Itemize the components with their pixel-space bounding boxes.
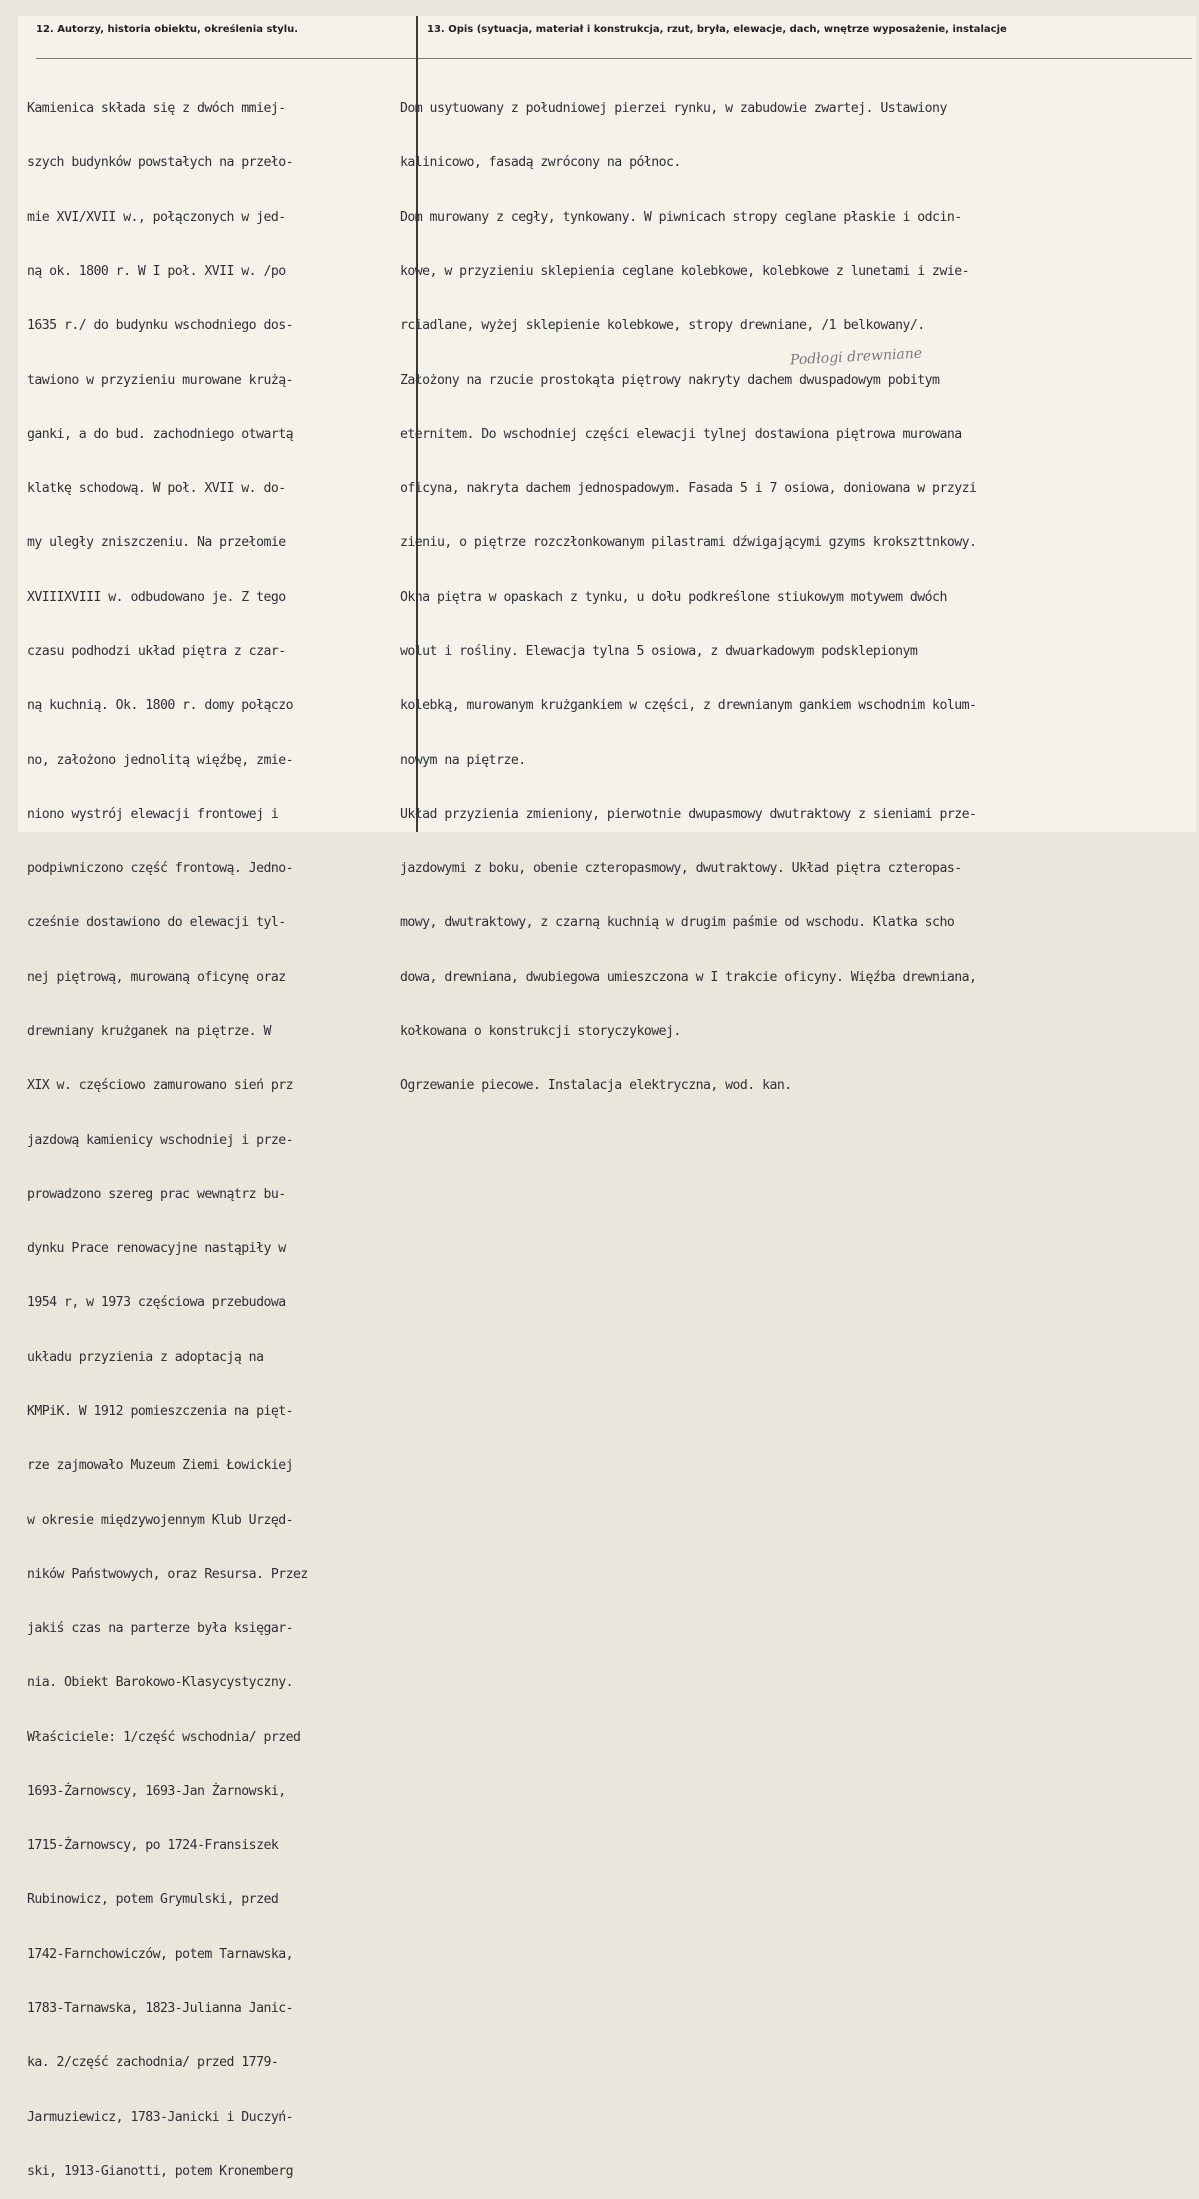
text-line: ganki, a do bud. zachodniego otwartą xyxy=(27,426,294,442)
text-line: niono wystrój elewacji frontowej i xyxy=(27,806,279,822)
section-13-heading: 13. Opis (sytuacja, materiał i konstrukcja, rzut, bryła, elewacje, dach, wnętrze wyposażenie, instalacje xyxy=(427,24,1007,35)
text-line: Ogrzewanie piecowe. Instalacja elektryczna, wod. kan. xyxy=(400,1078,792,1094)
text-line: Założony na rzucie prostokąta piętrowy nakryty dachem dwuspadowym pobitym xyxy=(400,372,940,388)
text-line: XVIIIXVIII w. odbudowano je. Z tego xyxy=(27,589,286,605)
handwritten-note: Podłogi drewniane xyxy=(789,345,923,369)
text-line: układu przyzienia z adoptacją na xyxy=(27,1349,264,1365)
section-12-heading: 12. Autorzy, historia obiektu, określenia stylu. xyxy=(36,24,299,35)
text-line: ników Państwowych, oraz Resursa. Przez xyxy=(27,1566,308,1582)
text-line: no, założono jednolitą więźbę, zmie- xyxy=(27,752,294,768)
text-line: mowy, dwutraktowy, z czarną kuchnią w drugim paśmie od wschodu. Klatka scho xyxy=(400,915,955,931)
text-line: prowadzono szereg prac wewnątrz bu- xyxy=(27,1186,286,1202)
text-line: wolut i rośliny. Elewacja tylna 5 osiowa, z dwuarkadowym podsklepionym xyxy=(400,644,918,659)
header-divider xyxy=(36,58,1192,59)
section-12-text xyxy=(27,64,308,2199)
text-line: cześnie dostawiono do elewacji tyl- xyxy=(27,915,286,931)
text-line: zieniu, o piętrze rozczłonkowanym pilastrami dźwigającymi gzyms krokszttnkowy. xyxy=(400,535,977,551)
text-line: jazdową kamienicy wschodniej i prze- xyxy=(27,1132,294,1148)
text-line: 1783-Tarnawska, 1823-Julianna Janic- xyxy=(27,2001,294,2017)
text-line: ka. 2/część zachodnia/ przed 1779- xyxy=(27,2055,279,2071)
text-line: podpiwniczono część frontową. Jedno- xyxy=(27,861,294,877)
text-line: 1715-Żarnowscy, po 1724-Fransiszek xyxy=(27,1838,279,1854)
text-line: ną kuchnią. Ok. 1800 r. domy połączo xyxy=(27,698,294,714)
text-line: Jarmuziewicz, 1783-Janicki i Duczyń- xyxy=(27,2109,294,2125)
text-line: KMPiK. W 1912 pomieszczenia na pięt- xyxy=(27,1403,294,1419)
text-line: rze zajmowało Muzeum Ziemi Łowickiej xyxy=(27,1458,294,1474)
text-line: nia. Obiekt Barokowo-Klasycystyczny. xyxy=(27,1675,294,1691)
text-line: ną ok. 1800 r. W I poł. XVII w. /po xyxy=(27,264,286,280)
text-line: jazdowymi z boku, obenie czteropasmowy, dwutraktowy. Układ piętra czteropas- xyxy=(400,861,962,877)
section-13-text xyxy=(400,64,976,1113)
text-line: Układ przyzienia zmieniony, pierwotnie dwupasmowy dwutraktowy z sieniami prze- xyxy=(400,806,977,822)
text-line: Dom murowany z cegły, tynkowany. W piwnicach stropy ceglane płaskie i odcin- xyxy=(400,209,962,225)
text-line: 1954 r, w 1973 częściowa przebudowa xyxy=(27,1295,286,1311)
text-line: dowa, drewniana, dwubiegowa umieszczona w I trakcie oficyny. Więźba drewniana, xyxy=(400,969,977,985)
text-line: nej piętrową, murowaną oficynę oraz xyxy=(27,969,286,985)
text-line: Właściciele: 1/część wschodnia/ przed xyxy=(27,1729,301,1745)
text-line: drewniany krużganek na piętrze. W xyxy=(27,1023,271,1039)
text-line: Rubinowicz, potem Grymulski, przed xyxy=(27,1892,279,1908)
text-line: XIX w. częściowo zamurowano sień prz xyxy=(27,1078,294,1094)
text-line: kołkowana o konstrukcji storyczykowej. xyxy=(400,1023,681,1039)
text-line: 1635 r./ do budynku wschodniego dos- xyxy=(27,318,294,334)
text-line: ski, 1913-Gianotti, potem Kronemberg xyxy=(27,2163,294,2179)
text-line: jakiś czas na parterze była księgar- xyxy=(27,1621,294,1637)
text-line: 1693-Żarnowscy, 1693-Jan Żarnowski, xyxy=(27,1783,286,1799)
text-line: czasu podhodzi układ piętra z czar- xyxy=(27,644,286,659)
text-line: dynku Prace renowacyjne nastąpiły w xyxy=(27,1241,286,1257)
text-line: Okna piętra w opaskach z tynku, u dołu podkreślone stiukowym motywem dwóch xyxy=(400,589,947,605)
text-line: w okresie międzywojennym Klub Urzęd- xyxy=(27,1512,294,1528)
text-line: rciadlane, wyżej sklepienie kolebkowe, stropy drewniane, /1 belkowany/. xyxy=(400,318,925,334)
text-line: eternitem. Do wschodniej części elewacji tylnej dostawiona piętrowa murowana xyxy=(400,426,962,442)
text-line: szych budynków powstałych na przeło- xyxy=(27,155,294,171)
text-line: 1742-Farnchowiczów, potem Tarnawska, xyxy=(27,1946,294,1962)
text-line: oficyna, nakryta dachem jednospadowym. Fasada 5 i 7 osiowa, doniowana w przyzi xyxy=(400,481,977,497)
text-line: klatkę schodową. W poł. XVII w. do- xyxy=(27,481,286,497)
text-line: Dom usytuowany z południowej pierzei rynku, w zabudowie zwartej. Ustawiony xyxy=(400,101,947,117)
text-line: kolebką, murowanym krużgankiem w części, z drewnianym gankiem wschodnim kolum- xyxy=(400,698,977,714)
text-line: kalinicowo, fasadą zwrócony na północ. xyxy=(400,155,681,171)
text-line: kowe, w przyzieniu sklepienia ceglane kolebkowe, kolebkowe z lunetami i zwie- xyxy=(400,264,969,280)
text-line: nowym na piętrze. xyxy=(400,752,526,768)
text-line: my uległy zniszczeniu. Na przełomie xyxy=(27,535,286,551)
text-line: tawiono w przyzieniu murowane krużą- xyxy=(27,372,294,388)
text-line: Kamienica składa się z dwóch mmiej- xyxy=(27,101,286,117)
text-line: mie XVI/XVII w., połączonych w jed- xyxy=(27,209,286,225)
